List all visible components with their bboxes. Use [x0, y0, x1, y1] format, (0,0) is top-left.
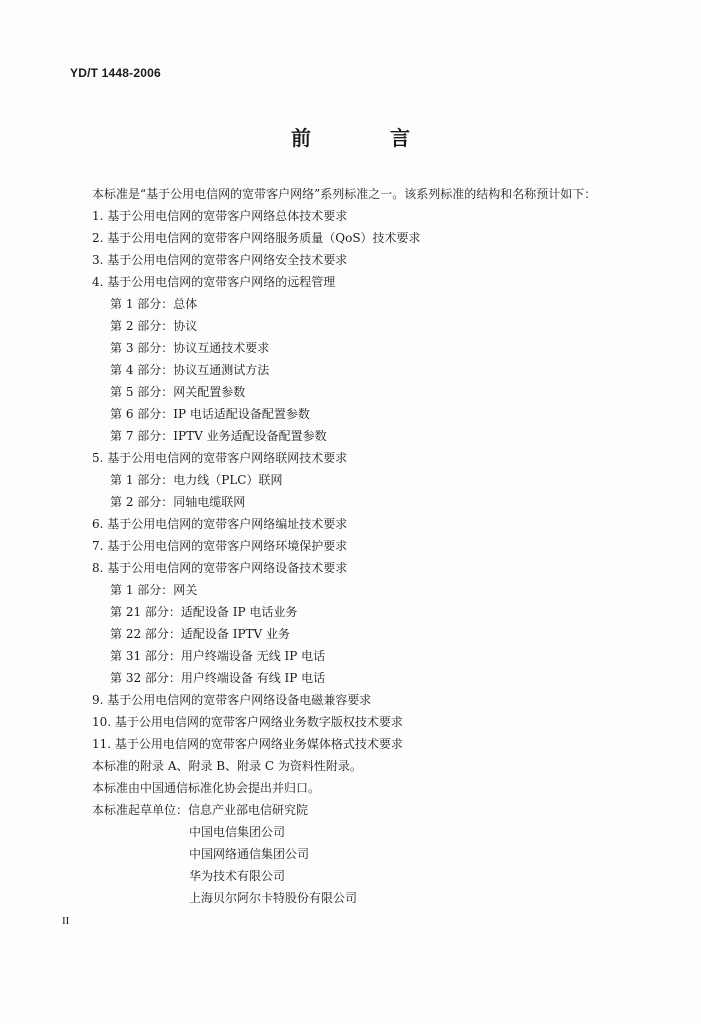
sub-list-item: 第 4 部分：协议互通测试方法	[110, 363, 270, 377]
sub-list-item: 第 1 部分：总体	[110, 297, 198, 311]
sub-list-item: 第 1 部分：网关	[110, 583, 198, 597]
sub-list-item: 第 5 部分：网关配置参数	[110, 385, 246, 399]
drafting-unit: 华为技术有限公司	[189, 869, 286, 883]
list-item: 10. 基于公用电信网的宽带客户网络业务数字版权技术要求	[92, 715, 403, 729]
list-item: 3. 基于公用电信网的宽带客户网络安全技术要求	[92, 253, 348, 267]
list-item: 11. 基于公用电信网的宽带客户网络业务媒体格式技术要求	[92, 737, 403, 751]
intro-paragraph: 本标准是“基于公用电信网的宽带客户网络”系列标准之一。该系列标准的结构和名称预计如下：	[92, 187, 597, 201]
drafting-unit: 上海贝尔阿尔卡特股份有限公司	[189, 891, 358, 905]
list-item: 7. 基于公用电信网的宽带客户网络环境保护要求	[92, 539, 348, 553]
sub-list-item: 第 7 部分：IPTV 业务适配设备配置参数	[110, 429, 327, 443]
proposer-note: 本标准由中国通信标准化协会提出并归口。	[92, 781, 321, 795]
sub-list-item: 第 2 部分：同轴电缆联网	[110, 495, 246, 509]
drafting-units-label: 本标准起草单位：信息产业部电信研究院	[92, 803, 309, 817]
drafting-unit: 中国电信集团公司	[189, 825, 286, 839]
list-item: 4. 基于公用电信网的宽带客户网络的远程管理	[92, 275, 336, 289]
list-item: 8. 基于公用电信网的宽带客户网络设备技术要求	[92, 561, 348, 575]
list-item: 2. 基于公用电信网的宽带客户网络服务质量（QoS）技术要求	[92, 231, 421, 245]
appendix-note: 本标准的附录 A、附录 B、附录 C 为资料性附录。	[92, 759, 362, 773]
sub-list-item: 第 32 部分：用户终端设备 有线 IP 电话	[110, 671, 326, 685]
list-item: 1. 基于公用电信网的宽带客户网络总体技术要求	[92, 209, 348, 223]
sub-list-item: 第 21 部分：适配设备 IP 电话业务	[110, 605, 298, 619]
sub-list-item: 第 3 部分：协议互通技术要求	[110, 341, 270, 355]
standard-number: YD/T 1448-2006	[70, 66, 161, 80]
sub-list-item: 第 22 部分：适配设备 IPTV 业务	[110, 627, 291, 641]
page-number: II	[62, 915, 70, 927]
drafting-unit: 中国网络通信集团公司	[189, 847, 310, 861]
page-title: 前 言	[291, 126, 446, 150]
list-item: 9. 基于公用电信网的宽带客户网络设备电磁兼容要求	[92, 693, 372, 707]
sub-list-item: 第 6 部分：IP 电话适配设备配置参数	[110, 407, 310, 421]
sub-list-item: 第 31 部分：用户终端设备 无线 IP 电话	[110, 649, 326, 663]
list-item: 5. 基于公用电信网的宽带客户网络联网技术要求	[92, 451, 348, 465]
list-item: 6. 基于公用电信网的宽带客户网络编址技术要求	[92, 517, 348, 531]
sub-list-item: 第 2 部分：协议	[110, 319, 198, 333]
sub-list-item: 第 1 部分：电力线（PLC）联网	[110, 473, 283, 487]
